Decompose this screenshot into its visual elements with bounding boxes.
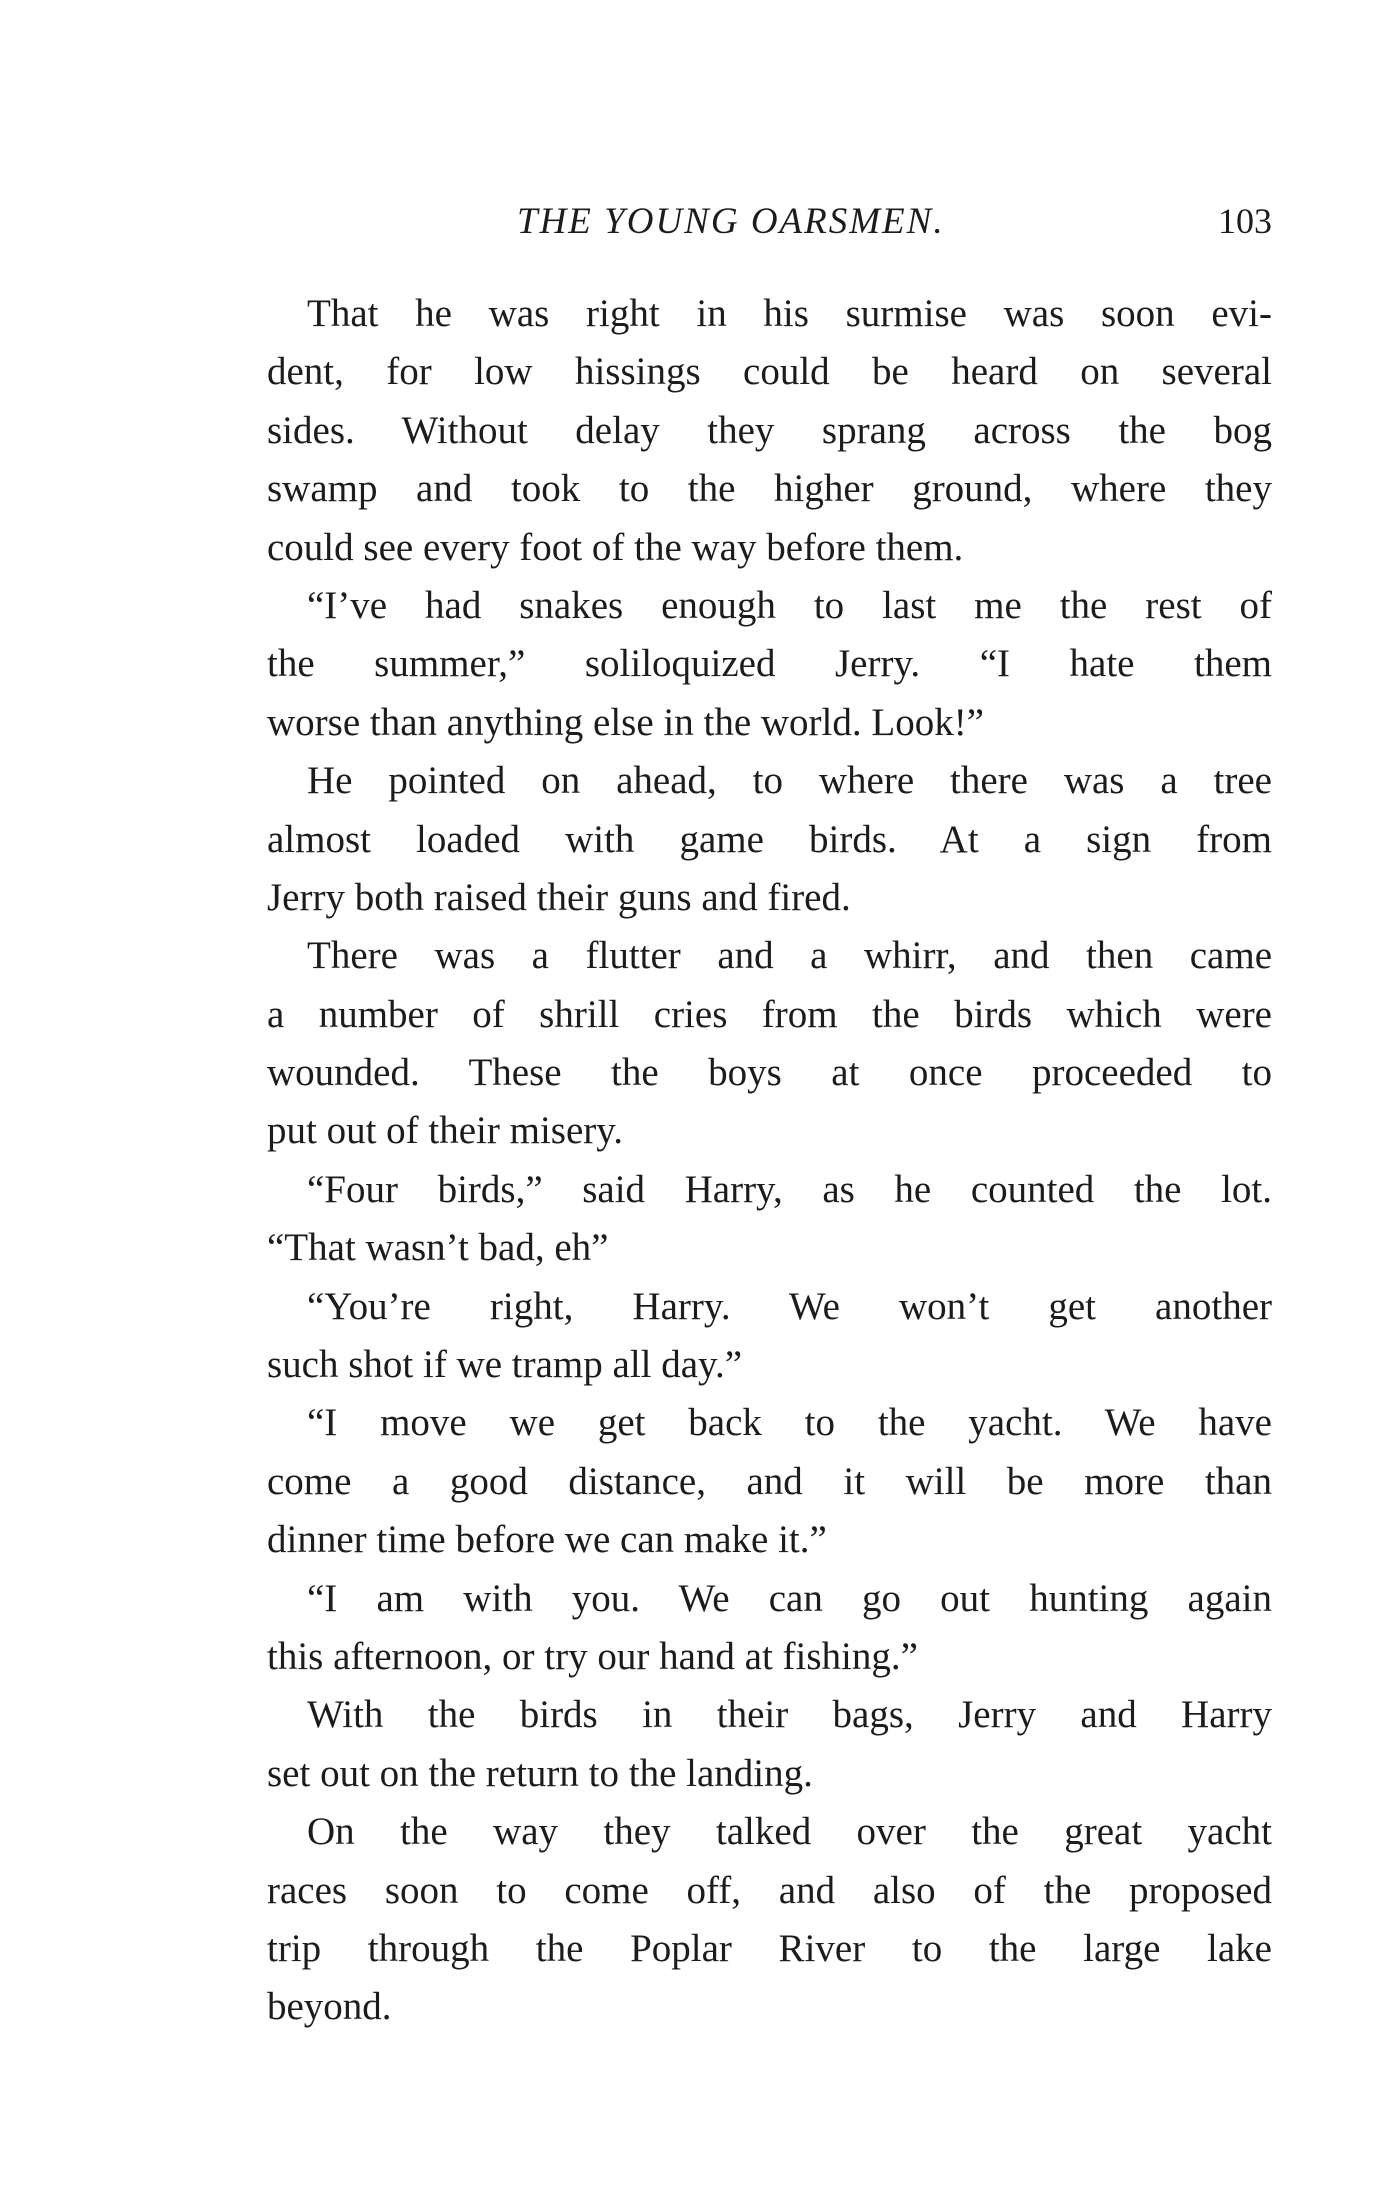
text-line: “I move we get back to the yacht. We have: [307, 1401, 1272, 1445]
paragraph: [267, 927, 1272, 1161]
text-line: almost loaded with game birds. At a sign from: [267, 817, 1272, 861]
paragraph: [267, 577, 1272, 752]
text-line: trip through the Poplar River to the large lake: [267, 1926, 1272, 1970]
text-line: “I am with you. We can go out hunting again: [307, 1576, 1272, 1620]
paragraph: [267, 1278, 1272, 1395]
text-line: dent, for low hissings could be heard on several: [267, 350, 1272, 394]
text-line: beyond.: [267, 1985, 392, 2029]
paragraph: [267, 1161, 1272, 1278]
text-line: a number of shrill cries from the birds which were: [267, 992, 1272, 1036]
text-line: With the birds in their bags, Jerry and Harry: [307, 1693, 1272, 1737]
text-line: swamp and took to the higher ground, where they: [267, 467, 1272, 511]
text-line: “Four birds,” said Harry, as he counted the lot.: [307, 1167, 1272, 1211]
text-line: That he was right in his surmise was soon evi-: [307, 292, 1272, 335]
text-line: this afternoon, or try our hand at fishing.”: [267, 1634, 918, 1678]
text-line: There was a flutter and a whirr, and then came: [307, 934, 1272, 978]
text-line: dinner time before we can make it.”: [267, 1518, 827, 1562]
text-line: “I’ve had snakes enough to last me the rest of: [307, 583, 1272, 627]
text-line: sides. Without delay they sprang across the bog: [267, 408, 1272, 452]
paragraph: [267, 1803, 1272, 2037]
running-head: [267, 200, 1272, 250]
text-line: wounded. These the boys at once proceeded to: [267, 1051, 1272, 1095]
paragraph: [267, 1394, 1272, 1569]
text-line: such shot if we tramp all day.”: [267, 1343, 743, 1387]
text-line: the summer,” soliloquized Jerry. “I hate them: [267, 642, 1272, 686]
body-text: [267, 285, 1272, 2037]
text-line: “That wasn’t bad, eh”: [267, 1226, 609, 1270]
text-line: He pointed on ahead, to where there was a tree: [307, 759, 1272, 803]
text-line: put out of their misery.: [267, 1109, 623, 1153]
text-line: worse than anything else in the world. Look!”: [267, 700, 984, 744]
text-line: set out on the return to the landing.: [267, 1751, 813, 1795]
text-line: could see every foot of the way before them.: [267, 525, 964, 569]
text-line: “You’re right, Harry. We won’t get another: [307, 1284, 1272, 1328]
text-line: come a good distance, and it will be more than: [267, 1459, 1272, 1503]
text-line: Jerry both raised their guns and fired.: [267, 875, 851, 919]
text-line: On the way they talked over the great yacht: [307, 1810, 1272, 1854]
text-line: races soon to come off, and also of the proposed: [267, 1868, 1272, 1912]
running-title: THE YOUNG OARSMEN.: [517, 201, 945, 242]
paragraph: [267, 752, 1272, 927]
page-number: 103: [1218, 201, 1272, 241]
paragraph: [267, 1570, 1272, 1687]
paragraph: [267, 285, 1272, 577]
paragraph: [267, 1686, 1272, 1803]
